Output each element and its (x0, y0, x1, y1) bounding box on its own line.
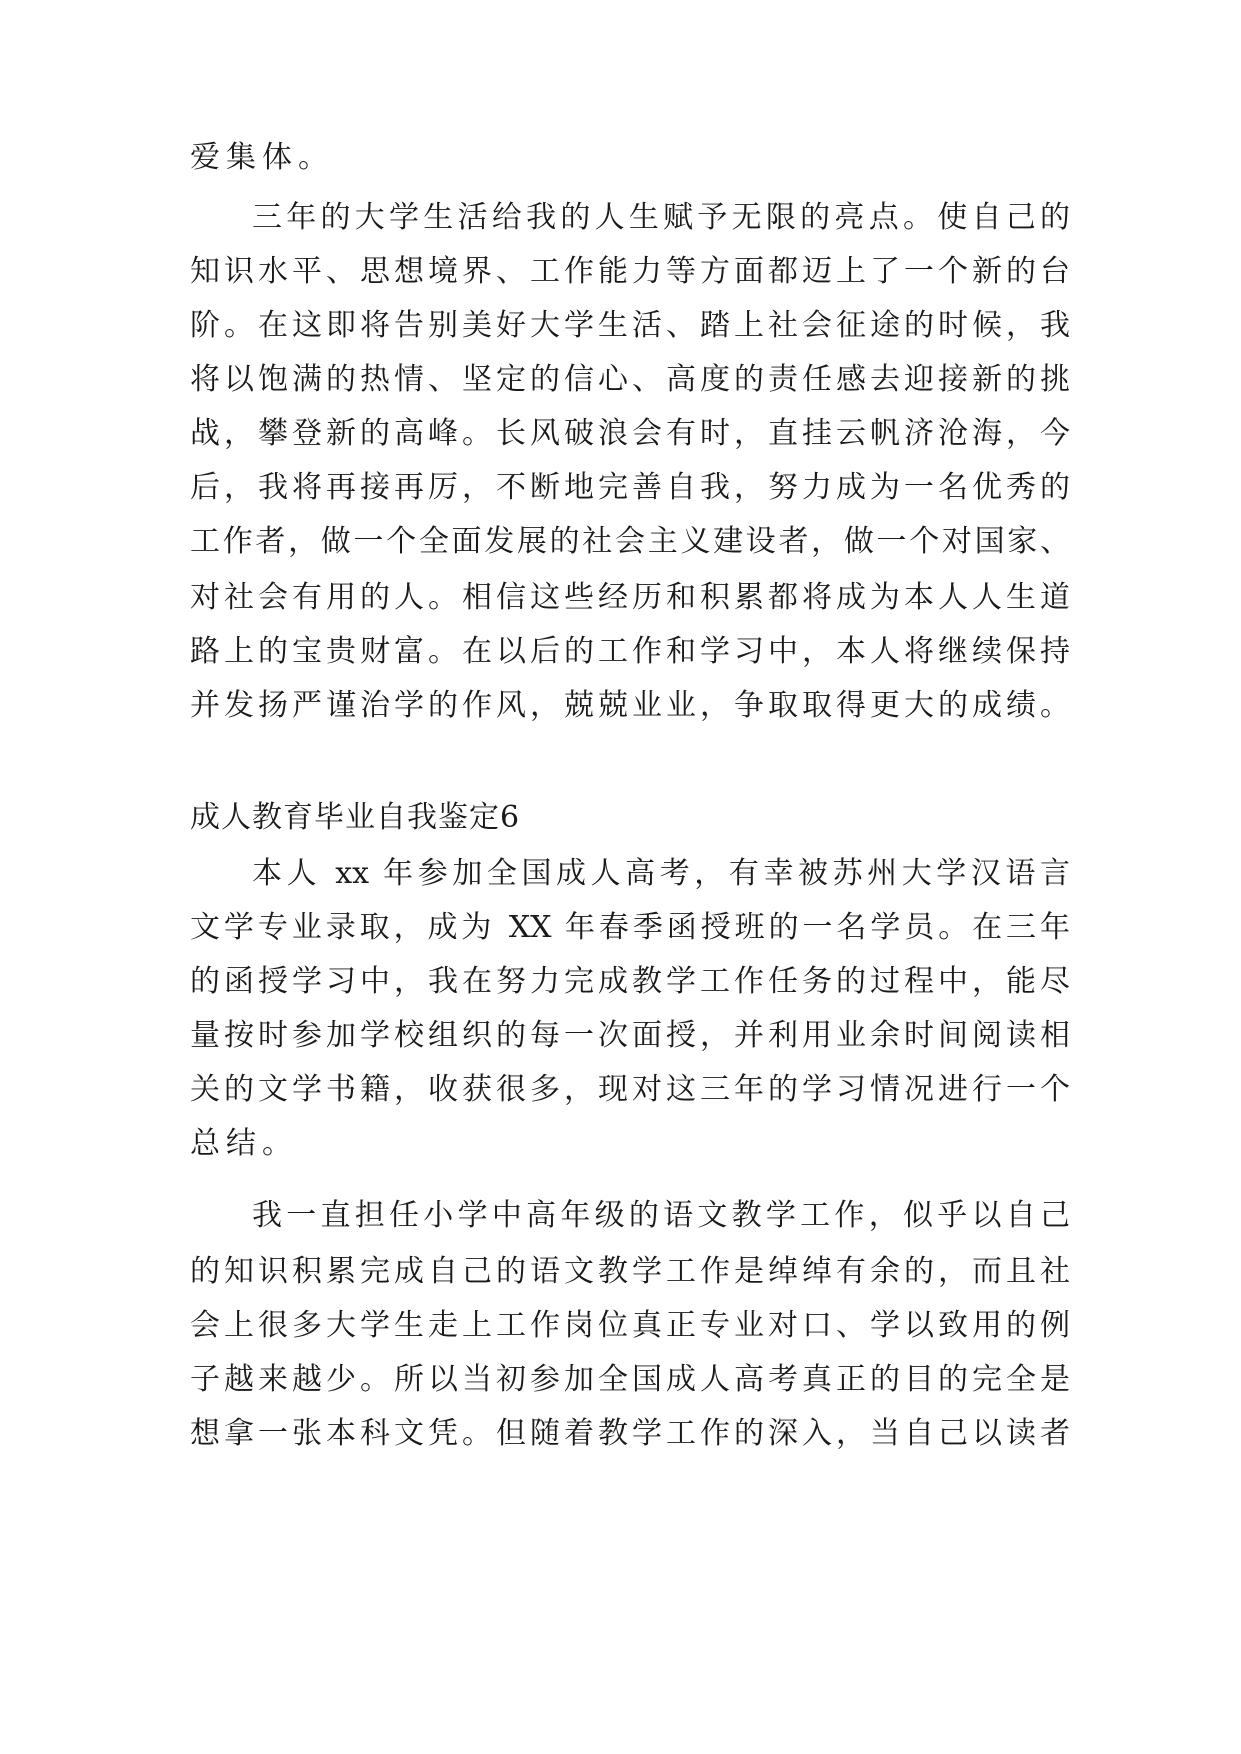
paragraph-line: 爱集体。 (190, 140, 334, 175)
paragraph-line: 的知识积累完成自己的语文教学工作是绰绰有余的，而且社 (190, 1254, 1070, 1289)
paragraph-line: 想拿一张本科文凭。但随着教学工作的深入，当自己以读者 (190, 1416, 1070, 1451)
paragraph-line: 工作者，做一个全面发展的社会主义建设者，做一个对国家、 (190, 524, 1070, 559)
paragraph-line: 的函授学习中，我在努力完成教学工作任务的过程中，能尽 (190, 964, 1070, 999)
paragraph-line: 总结。 (190, 1126, 298, 1161)
paragraph-line: 关的文学书籍，收获很多，现对这三年的学习情况进行一个 (190, 1072, 1070, 1107)
paragraph-line: 战，攀登新的高峰。长风破浪会有时，直挂云帆济沧海，今 (190, 416, 1070, 451)
paragraph-line: 并发扬严谨治学的作风，兢兢业业，争取取得更大的成绩。 (190, 688, 1070, 723)
paragraph-line: 对社会有用的人。相信这些经历和积累都将成为本人人生道 (190, 580, 1070, 615)
paragraph-line: 三年的大学生活给我的人生赋予无限的亮点。使自己的 (252, 200, 1070, 235)
paragraph-line: 后，我将再接再厉，不断地完善自我，努力成为一名优秀的 (190, 470, 1070, 505)
paragraph-line: 文学专业录取，成为 XX 年春季函授班的一名学员。在三年 (190, 910, 1070, 945)
paragraph-line: 路上的宝贵财富。在以后的工作和学习中，本人将继续保持 (190, 634, 1070, 669)
section-heading: 成人教育毕业自我鉴定6 (190, 800, 521, 835)
paragraph-line: 本人 xx 年参加全国成人高考，有幸被苏州大学汉语言 (252, 856, 1070, 891)
paragraph-line: 会上很多大学生走上工作岗位真正专业对口、学以致用的例 (190, 1308, 1070, 1343)
paragraph-line: 量按时参加学校组织的每一次面授，并利用业余时间阅读相 (190, 1018, 1070, 1053)
paragraph-line: 阶。在这即将告别美好大学生活、踏上社会征途的时候，我 (190, 308, 1070, 343)
paragraph-line: 将以饱满的热情、坚定的信心、高度的责任感去迎接新的挑 (190, 362, 1070, 397)
paragraph-line: 知识水平、思想境界、工作能力等方面都迈上了一个新的台 (190, 254, 1070, 289)
paragraph-line: 子越来越少。所以当初参加全国成人高考真正的目的完全是 (190, 1362, 1070, 1397)
paragraph-line: 我一直担任小学中高年级的语文教学工作，似乎以自己 (252, 1198, 1070, 1233)
